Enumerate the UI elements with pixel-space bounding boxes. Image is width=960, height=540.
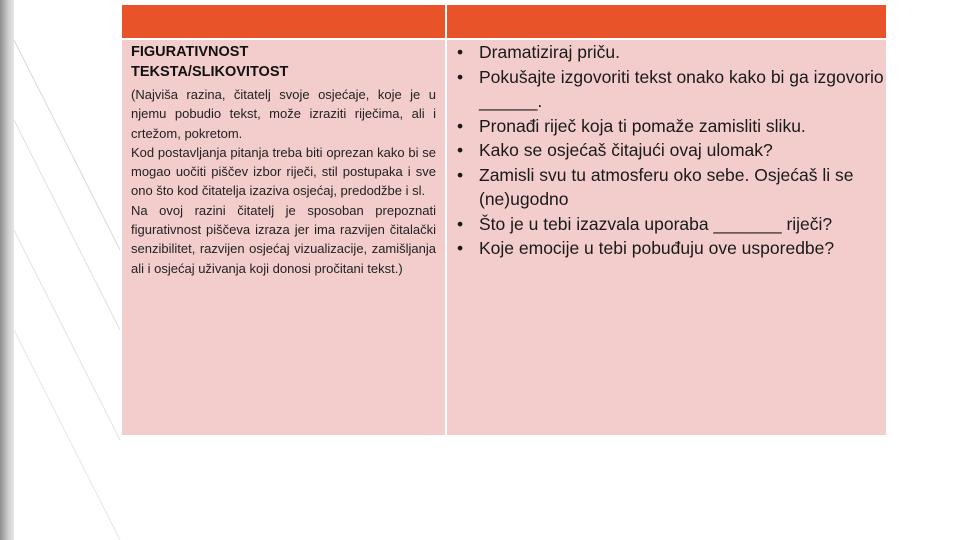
description-paragraph: Na ovoj razini čitatelj je sposoban prepoznati figurativnost piščeva izraza jer ima razvijen čitalački senzibilitet, razvijen osjećaj vizualizacije, zamišljanja ali i osjećaj uživanja koji donosi pročitani tekst.) (131, 202, 436, 276)
header-cell-left (121, 4, 446, 39)
left-heading-line-1: FIGURATIVNOST (131, 44, 249, 60)
decorative-diagonal-lines (0, 0, 130, 540)
question-item: • Što je u tebi izazvala uporaba _______ riječi? (457, 212, 886, 237)
left-heading-line-2: TEKSTA/SLIKOVITOST (131, 64, 289, 80)
question-item: • Kako se osjećaš čitajući ovaj ulomak? (457, 138, 886, 163)
question-item: • Pronađi riječ koja ti pomaže zamisliti sliku. (457, 114, 886, 139)
question-item: • Pokušajte izgovoriti tekst onako kako bi ga izgovorio ______. (457, 65, 886, 114)
question-item: • Koje emocije u tebi pobuđuju ove usporedbe? (457, 236, 886, 261)
description-paragraph: (Najviša razina, čitatelj svoje osjećaje, koje je u njemu pobudio tekst, može izraziti riječima, ali i crtežom, pokretom. (131, 87, 436, 141)
description-paragraph: Kod postavljanja pitanja treba biti oprezan kako bi se mogao uočiti piščev izbor riječi, stil postupaka i sve ono što kod čitatelja izaziva osjećaj, predodžbe i sl. (131, 144, 436, 199)
question-list (447, 40, 886, 261)
content-table (120, 3, 888, 437)
question-item: • Dramatiziraj priču. (457, 40, 886, 65)
left-heading (131, 42, 436, 82)
table-body-row (121, 39, 887, 436)
header-cell-right (446, 4, 887, 39)
question-item: • Zamisli svu tu atmosferu oko sebe. Osjećaš li se (ne)ugodno (457, 163, 886, 212)
left-description (131, 85, 436, 278)
table-header-row (121, 4, 887, 39)
right-questions-cell (446, 39, 887, 436)
left-description-cell (121, 39, 446, 436)
